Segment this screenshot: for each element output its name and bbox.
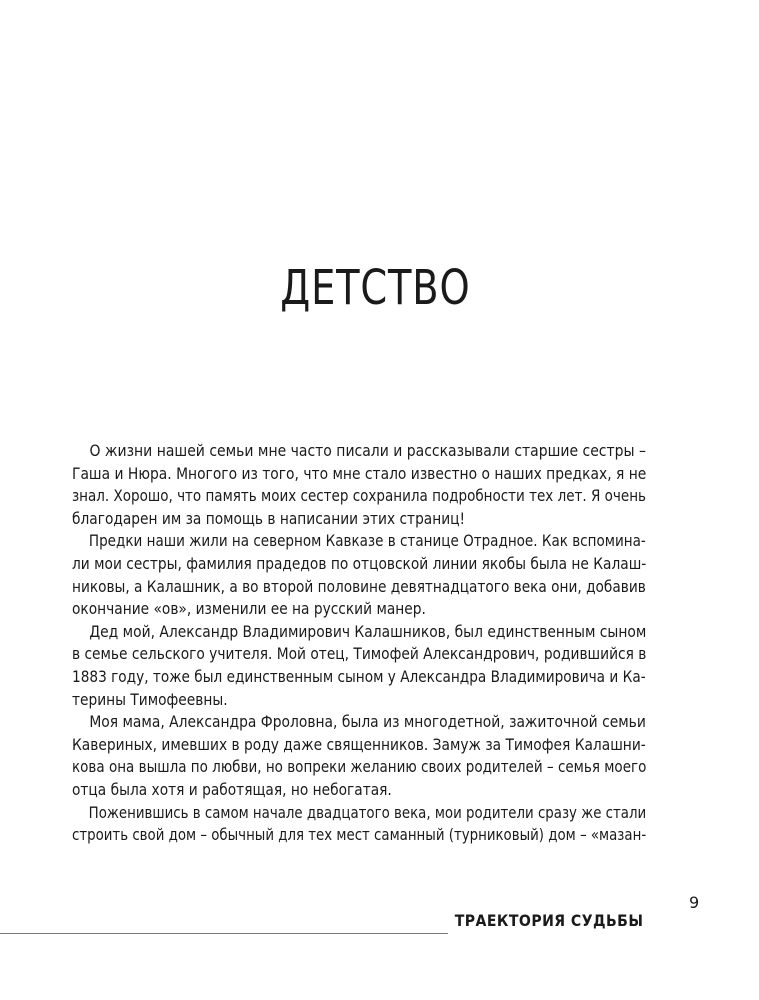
text-line: Моя мама, Александра Фроловна, была из многодетной, зажиточной семьи bbox=[89, 712, 646, 732]
text-line: 1883 году, тоже был единственным сыном у Александра Владимировича и Ка- bbox=[72, 666, 646, 686]
text-line: в семье сельского учителя. Мой отец, Тимофей Александрович, родившийся в bbox=[72, 644, 647, 664]
text-line: О жизни нашей семьи мне часто писали и рассказывали старшие сестры – bbox=[89, 441, 646, 460]
chapter-title: ДЕТСТВО bbox=[280, 260, 471, 316]
text-line: благодарен им за помощь в написании этих страниц! bbox=[72, 508, 466, 528]
body-text bbox=[72, 440, 646, 847]
text-line: Гаша и Нюра. Многого из того, что мне стало известно о наших предках, я не bbox=[72, 463, 647, 483]
text-line: окончание «ов», изменили ее на русский манер. bbox=[72, 599, 426, 619]
text-line: строить свой дом – обычный для тех мест саманный (турниковый) дом – «мазан- bbox=[72, 825, 647, 845]
text-line: никовы, а Калашник, а во второй половине девятнадцатого века они, добавив bbox=[72, 576, 646, 596]
text-line: Кавериных, имевших в роду даже священников. Замуж за Тимофея Калашни- bbox=[72, 734, 646, 754]
text-line: Дед мой, Александр Владимирович Калашников, был единственным сыном bbox=[89, 621, 647, 641]
text-line: знал. Хорошо, что память моих сестер сохранила подробности тех лет. Я очень bbox=[72, 486, 646, 506]
footer-rule bbox=[0, 933, 448, 934]
text-line: Поженившись в самом начале двадцатого века, мои родители сразу же стали bbox=[88, 802, 647, 822]
text-line: ли мои сестры, фамилия прадедов по отцовской линии якобы была не Калаш- bbox=[72, 553, 647, 573]
text-line: отца была хотя и работящая, но небогатая. bbox=[72, 779, 392, 799]
text-line: Предки наши жили на северном Кавказе в станице Отрадное. Как вспомина- bbox=[88, 531, 646, 551]
running-footer-title: ТРАЕКТОРИЯ СУДЬБЫ bbox=[454, 911, 643, 930]
page-number: 9 bbox=[689, 893, 700, 912]
text-line: терины Тимофеевны. bbox=[72, 689, 228, 709]
text-line: кова она вышла по любви, но вопреки желанию своих родителей – семья моего bbox=[72, 757, 647, 777]
